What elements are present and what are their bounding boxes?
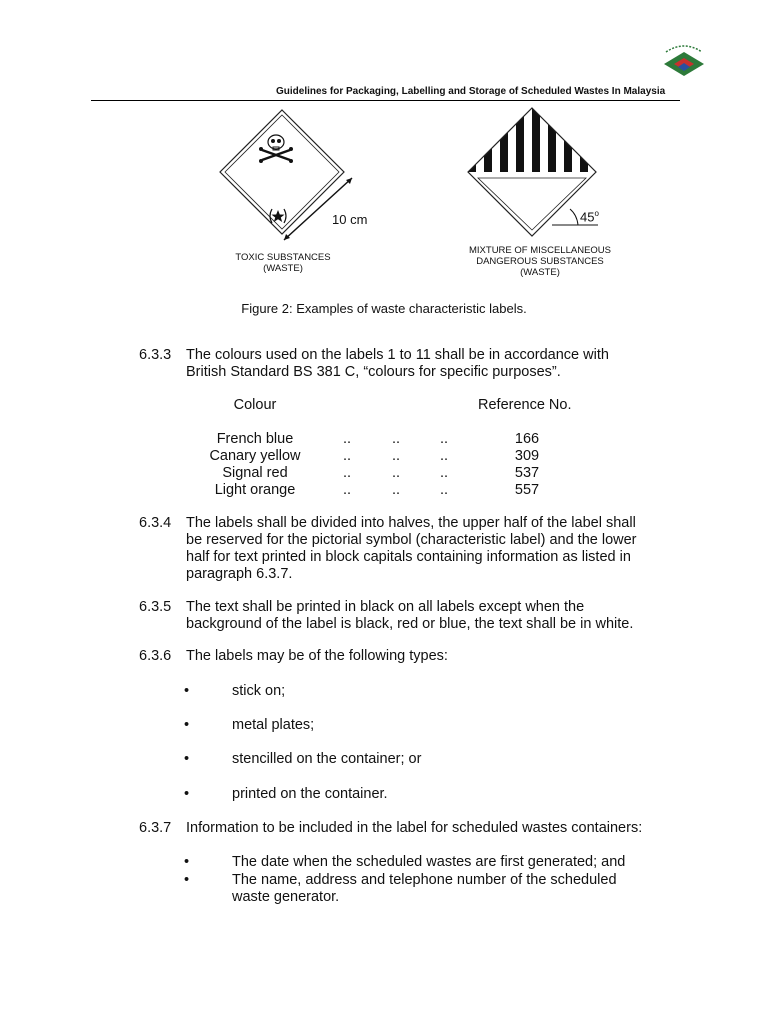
list-item: metal plates; [232,717,315,733]
paragraph-line: Information to be included in the label for scheduled wastes containers: [186,820,643,836]
bullet-icon: • [184,717,190,733]
dots: .. [343,482,352,498]
list-item: stencilled on the container; or [232,751,422,767]
list-item: printed on the container. [232,786,388,802]
miscellaneous-caption [440,245,640,278]
bullet-icon: • [184,683,190,699]
section-number: 6.3.7 [139,820,172,836]
dots: .. [440,482,449,498]
dots: .. [440,448,449,464]
dimension-label: 10 cm [332,212,368,227]
reference-number: 166 [514,431,540,447]
class-number-icon [270,209,286,223]
misc-caption-line3: (WASTE) [520,267,560,278]
bullet-icon: • [184,786,190,802]
stripes-icon [468,104,588,174]
figure-caption: Figure 2: Examples of waste characteristic labels. [241,301,527,316]
reference-number: 309 [514,448,540,464]
paragraph-line: The labels shall be divided into halves, the upper half of the label shall [186,515,636,531]
paragraph-line: The labels may be of the following types: [186,648,448,664]
bullet-icon: • [184,872,190,888]
colour-name: Canary yellow [209,448,301,464]
paragraph-line: The colours used on the labels 1 to 11 shall be in accordance with [186,347,609,363]
dots: .. [440,431,449,447]
list-item: stick on; [232,683,286,699]
paragraph-line: paragraph 6.3.7. [186,566,293,582]
dots: .. [392,482,401,498]
misc-caption-line2: DANGEROUS SUBSTANCES [476,256,604,267]
page-header-title: Guidelines for Packaging, Labelling and Storage of Scheduled Wastes In Malaysia [276,86,666,97]
paragraph-line: The text shall be printed in black on all labels except when the [186,599,585,615]
list-item-continued: waste generator. [232,889,340,905]
reference-header: Reference No. [478,397,572,413]
toxic-caption-line2: (WASTE) [263,263,303,274]
dots: .. [343,465,352,481]
section-number: 6.3.4 [139,515,172,531]
section-number: 6.3.5 [139,599,172,615]
misc-caption-line1: MIXTURE OF MISCELLANEOUS [469,245,611,256]
angle-unit: o [594,209,599,218]
department-logo [660,40,708,78]
skull-crossbones-icon [259,135,293,163]
colour-header: Colour [233,397,277,413]
colour-name: French blue [216,431,294,447]
paragraph-line: half for text printed in block capitals containing information as listed in [186,549,631,565]
dots: .. [343,448,352,464]
paragraph-line: be reserved for the pictorial symbol (characteristic label) and the lower [186,532,637,548]
bullet-icon: • [184,854,190,870]
dots: .. [392,465,401,481]
colour-name: Light orange [214,482,296,498]
angle-value: 45 [580,209,595,225]
angle-label [580,209,599,224]
section-number: 6.3.3 [139,347,172,363]
header-divider [91,100,680,101]
dots: .. [392,448,401,464]
paragraph-line: background of the label is black, red or blue, the text shall be in white. [186,616,634,632]
section-number: 6.3.6 [139,648,172,664]
paragraph-line: British Standard BS 381 C, “colours for specific purposes”. [186,364,561,380]
list-item: The date when the scheduled wastes are first generated; and [232,854,626,870]
toxic-caption [203,252,363,274]
list-item: The name, address and telephone number of the scheduled [232,872,617,888]
dots: .. [392,431,401,447]
dots: .. [440,465,449,481]
dots: .. [343,431,352,447]
bullet-icon: • [184,751,190,767]
reference-number: 557 [514,482,540,498]
reference-number: 537 [514,465,540,481]
colour-name: Signal red [222,465,288,481]
toxic-caption-line1: TOXIC SUBSTANCES [235,252,331,263]
